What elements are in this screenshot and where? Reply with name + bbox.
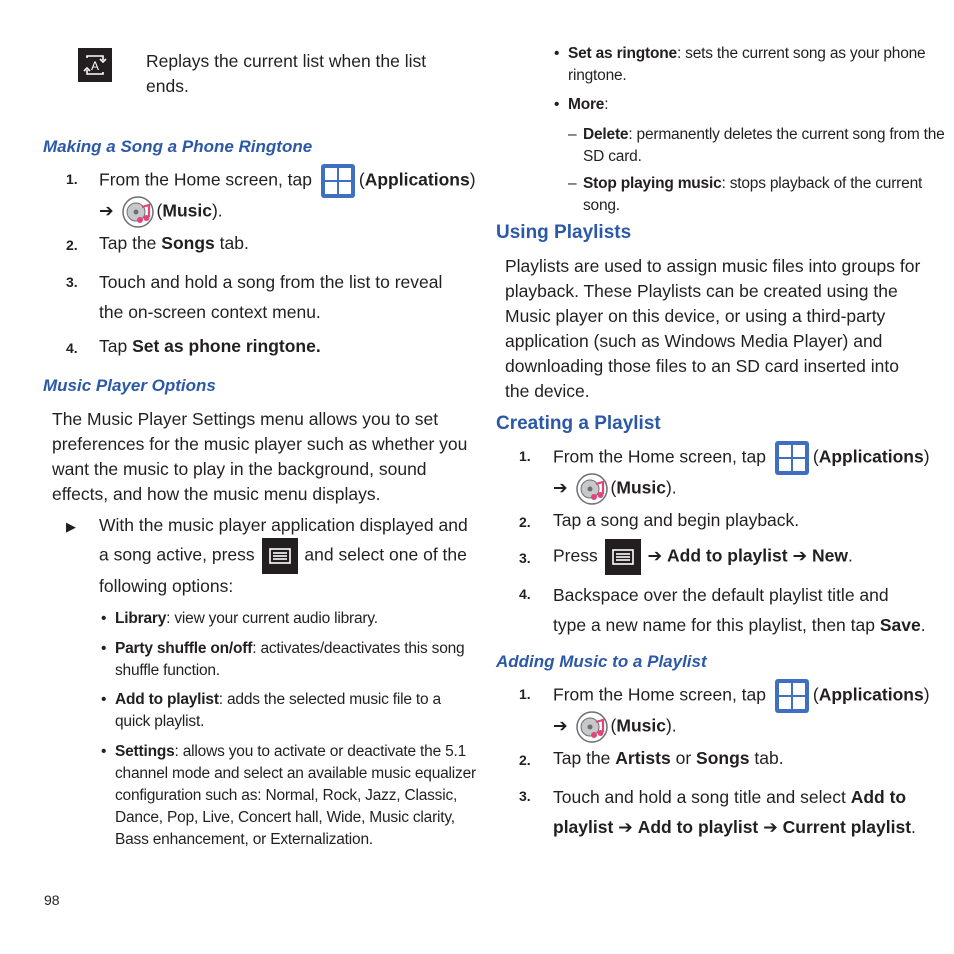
option-bullet: • — [554, 45, 560, 62]
svg-text:A: A — [90, 59, 100, 73]
heading-making-ringtone: Making a Song a Phone Ringtone — [43, 137, 313, 156]
option-add-to-playlist: Add to playlist: adds the selected music file to a quick playlist. — [115, 691, 441, 730]
options-paragraph: The Music Player Settings menu allows you to set preferences for the music player such as whether you want the music to play in the background, sound effects, and how the music menu displays. — [52, 409, 468, 504]
options-intro-line2: a song active, press and select one of the — [99, 538, 467, 574]
applications-grid-icon — [321, 164, 355, 198]
step-number: 3. — [519, 788, 531, 804]
repeat-description: Replays the current list when the list ends. — [146, 51, 427, 96]
applications-grid-icon — [775, 441, 809, 475]
step-number: 4. — [519, 586, 531, 602]
heading-adding-music: Adding Music to a Playlist — [496, 652, 707, 671]
creating-step-1: From the Home screen, tap (Applications) — [553, 441, 930, 475]
step-number: 3. — [519, 550, 531, 566]
adding-step-1: From the Home screen, tap (Applications) — [553, 679, 930, 713]
creating-step-4: Backspace over the default playlist title and type a new name for this playlist, then tap Save. — [553, 585, 926, 635]
menu-key-icon — [605, 539, 641, 575]
option-delete: Delete: permanently deletes the current song from the SD card. — [583, 126, 945, 165]
adding-step-3: Touch and hold a song title and select Add to playlist ➔ Add to playlist ➔ Current playlist. — [553, 787, 916, 837]
step-number: 2. — [519, 514, 531, 530]
step-number: 1. — [66, 171, 78, 187]
step-number: 3. — [66, 274, 78, 290]
option-bullet: • — [101, 640, 107, 657]
option-bullet: • — [554, 96, 560, 113]
ringtone-step-4: Tap Set as phone ringtone. — [99, 336, 321, 356]
creating-step-1-line2: ➔ (Music). — [553, 472, 677, 506]
page-number: 98 — [44, 892, 60, 908]
repeat-all-icon — [78, 48, 112, 82]
playlists-paragraph: Playlists are used to assign music files into groups for playback. These Playlists can be created using the Music player on this device, or using a third-party application (such as Windows Media Player) and downloading those files to an SD card inserted into the device. — [505, 256, 921, 401]
creating-step-2: Tap a song and begin playback. — [553, 510, 800, 530]
triangle-bullet: ▶ — [66, 519, 76, 534]
options-intro-line3: following options: — [99, 576, 234, 596]
dash-bullet: – — [568, 175, 577, 192]
adding-step-1-line2: ➔ (Music). — [553, 710, 677, 744]
music-player-icon — [575, 710, 609, 744]
step-number: 2. — [66, 237, 78, 253]
step-number: 4. — [66, 340, 78, 356]
options-intro-line1: With the music player application displayed and — [99, 515, 468, 535]
option-bullet: • — [101, 743, 107, 760]
menu-key-icon — [262, 538, 298, 574]
ringtone-step-2: Tap the Songs tab. — [99, 233, 249, 253]
ringtone-step-3: Touch and hold a song from the list to reveal the on-screen context menu. — [99, 272, 443, 322]
ringtone-step-1: From the Home screen, tap (Applications) — [99, 164, 476, 198]
step-number: 1. — [519, 686, 531, 702]
option-bullet: • — [101, 610, 107, 627]
option-party-shuffle: Party shuffle on/off: activates/deactivates this song shuffle function. — [115, 640, 465, 679]
adding-step-2: Tap the Artists or Songs tab. — [553, 748, 784, 768]
heading-music-player-options: Music Player Options — [43, 376, 216, 395]
music-player-icon — [575, 472, 609, 506]
option-stop-playing: Stop playing music: stops playback of the current song. — [583, 175, 923, 214]
option-settings: Settings: allows you to activate or deactivate the 5.1 channel mode and select an available music equalizer configuration such as: Normal, Rock, Jazz, Classic, Dance, Pop, Live, Concert hall, Wide, Music clarity, Bass enhancement, or Externalization. — [115, 743, 476, 848]
heading-using-playlists: Using Playlists — [496, 222, 632, 243]
heading-creating-playlist: Creating a Playlist — [496, 413, 661, 434]
option-library: Library: view your current audio library. — [115, 610, 378, 627]
applications-grid-icon — [775, 679, 809, 713]
dash-bullet: – — [568, 126, 577, 143]
option-bullet: • — [101, 691, 107, 708]
step-number: 1. — [519, 448, 531, 464]
creating-step-3: Press ➔ Add to playlist ➔ New. — [553, 539, 853, 575]
music-player-icon — [121, 195, 155, 229]
option-set-as-ringtone: Set as ringtone: sets the current song as your phone ringtone. — [568, 45, 926, 84]
step-number: 2. — [519, 752, 531, 768]
option-more: More: — [568, 96, 609, 113]
ringtone-step-1-line2: ➔ (Music). — [99, 195, 223, 229]
